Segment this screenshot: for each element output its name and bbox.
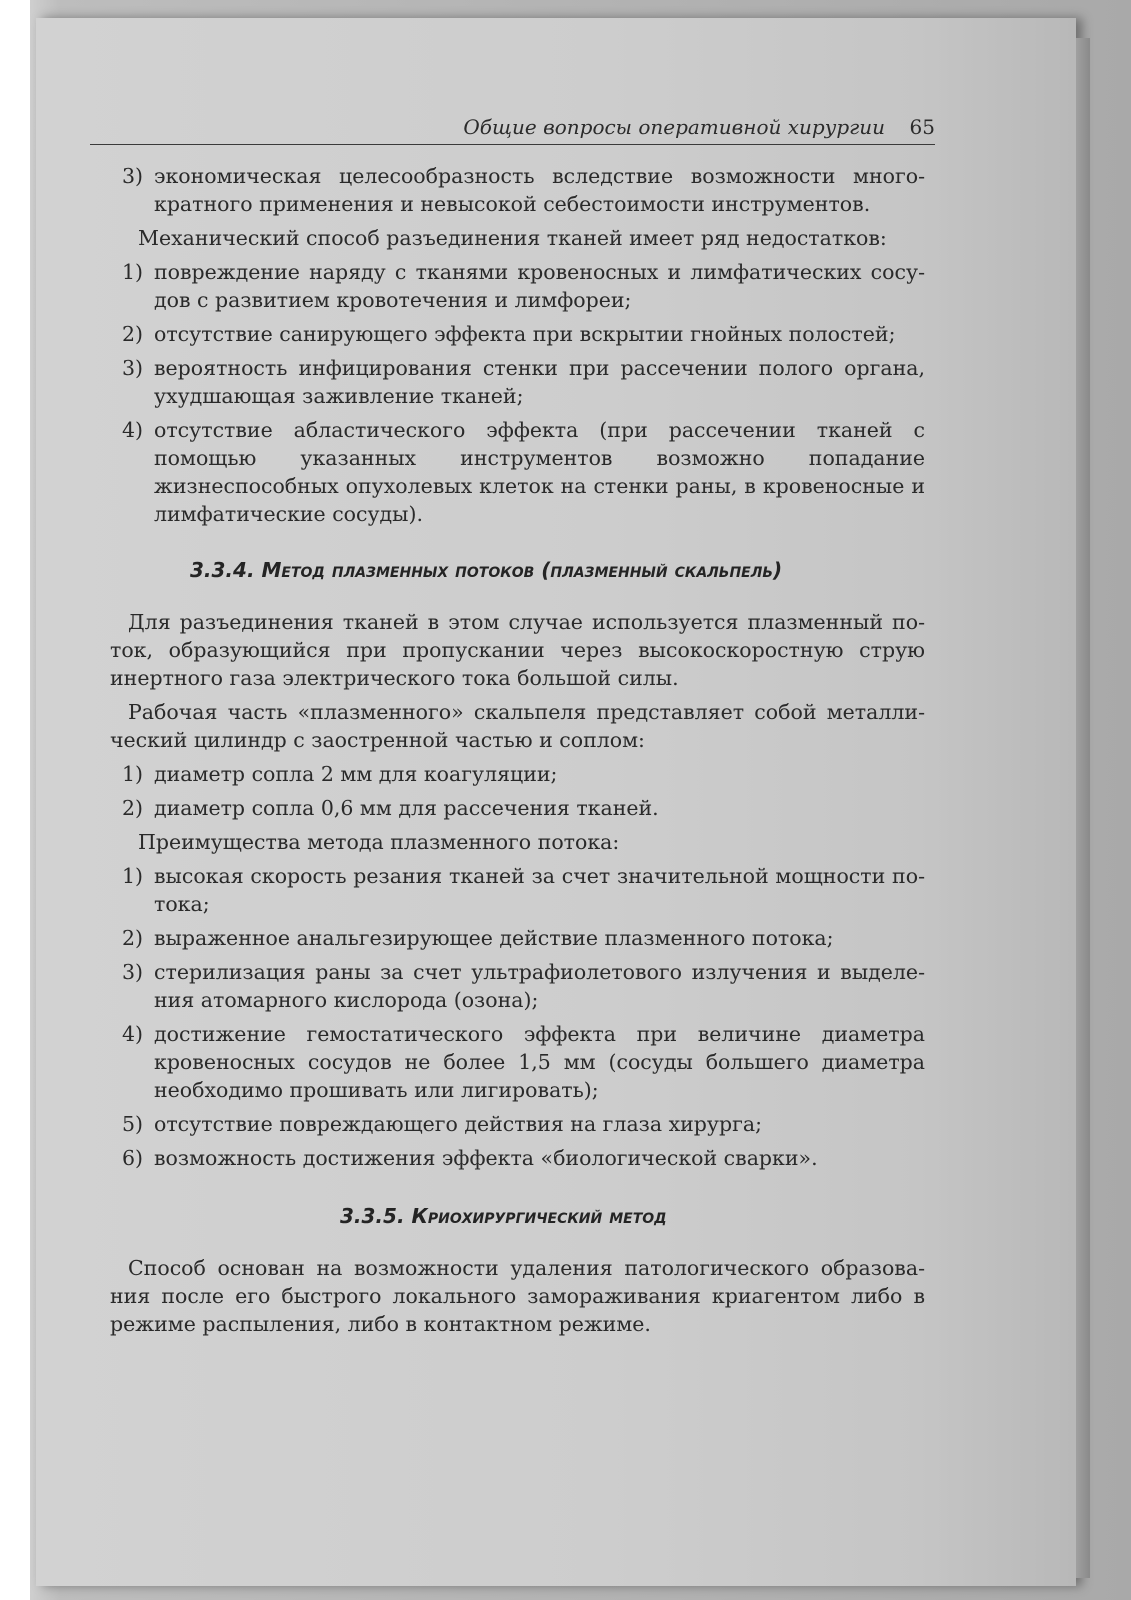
- list-item-text: стерилизация раны за счет ультрафиолетового излучения и выделения атомарного кислорода (озона);: [154, 960, 925, 1012]
- list-item-text: повреждение наряду с тканями кровеносных и лимфатических сосудов с развитием кровотечения и лимфореи;: [154, 260, 925, 312]
- list-item-text: возможность достижения эффекта «биологической сварки».: [154, 1146, 818, 1170]
- list-item-text: достижение гемостатического эффекта при величине диаметра кровеносных сосудов не более 1,5 мм (сосуды большего диаметра необходимо прошивать или лигировать);: [154, 1022, 925, 1102]
- paragraph: Для разъединения тканей в этом случае используется плазменный поток, образующийся при пропускании через высокоскоростную струю инертного газа электрического тока большой силы.: [110, 610, 925, 690]
- paragraph: Преимущества метода плазменного потока:: [138, 830, 620, 854]
- list-item-number: 2): [122, 322, 144, 346]
- section-number: 3.3.5.: [340, 1204, 405, 1228]
- list-item: [120, 162, 925, 218]
- list-item-text: экономическая целесообразность вследствие возможности многократного применения и невысокой себестоимости инструментов.: [154, 164, 925, 216]
- list-item: [120, 862, 925, 918]
- section-heading: [340, 1202, 925, 1230]
- list-item-number: 1): [122, 864, 144, 888]
- list-item: [120, 958, 925, 1014]
- list-item: [120, 416, 925, 528]
- list-item-text: вероятность инфицирования стенки при рассечении полого органа, ухудшающая заживление тканей;: [154, 356, 925, 408]
- list-item-text: отсутствие повреждающего действия на глаза хирурга;: [154, 1112, 762, 1136]
- list-item-text: отсутствие санирующего эффекта при вскрытии гнойных полостей;: [154, 322, 896, 346]
- section-heading: [190, 556, 925, 584]
- section-title: Метод плазменных потоков (плазменный скальпель): [261, 558, 783, 582]
- list-item-number: 1): [122, 260, 144, 284]
- page-edge: [1076, 38, 1090, 1578]
- list-item-text: выраженное анальгезирующее действие плазменного потока;: [154, 926, 834, 950]
- page-body: [110, 162, 925, 1344]
- page-number: 65: [909, 115, 935, 139]
- list-item: [120, 924, 925, 952]
- list-item-number: 4): [122, 1022, 144, 1046]
- list-item-text: отсутствие абластического эффекта (при рассечении тканей с помощью указанных инструментов возможно попадание жизнеспособных опухолевых клеток на стенки раны, в кровеносные и лимфатические сосуды).: [154, 418, 925, 526]
- paragraph: Механический способ разъединения тканей имеет ряд недостатков:: [138, 226, 887, 250]
- section-title: Криохирургический метод: [411, 1204, 667, 1228]
- list-item-text: диаметр сопла 0,6 мм для рассечения тканей.: [154, 796, 659, 820]
- list-item-number: 6): [122, 1146, 144, 1170]
- list-item-number: 3): [122, 164, 144, 188]
- paragraph: Рабочая часть «плазменного» скальпеля представляет собой металлический цилиндр с заостренной частью и соплом:: [110, 700, 925, 752]
- section-number: 3.3.4.: [190, 558, 255, 582]
- list-item: [120, 1020, 925, 1104]
- list-item: [120, 258, 925, 314]
- list-item-number: 1): [122, 762, 144, 786]
- list-item-number: 3): [122, 356, 144, 380]
- list-item-number: 2): [122, 926, 144, 950]
- list-item-number: 4): [122, 418, 144, 442]
- running-header-title: Общие вопросы оперативной хирургии: [463, 115, 885, 139]
- list-item: [120, 320, 925, 348]
- running-header: [90, 112, 935, 145]
- list-item: [120, 794, 925, 822]
- list-item-number: 2): [122, 796, 144, 820]
- list-item: [120, 1110, 925, 1138]
- list-item: [120, 760, 925, 788]
- list-item-text: высокая скорость резания тканей за счет значительной мощности потока;: [154, 864, 925, 916]
- list-item-text: диаметр сопла 2 мм для коагуляции;: [154, 762, 558, 786]
- list-item-number: 5): [122, 1112, 144, 1136]
- list-item: [120, 354, 925, 410]
- list-item: [120, 1144, 925, 1172]
- paragraph: Способ основан на возможности удаления патологического образования после его быстрого локального замораживания криагентом либо в режиме распыления, либо в контактном режиме.: [110, 1256, 925, 1336]
- list-item-number: 3): [122, 960, 144, 984]
